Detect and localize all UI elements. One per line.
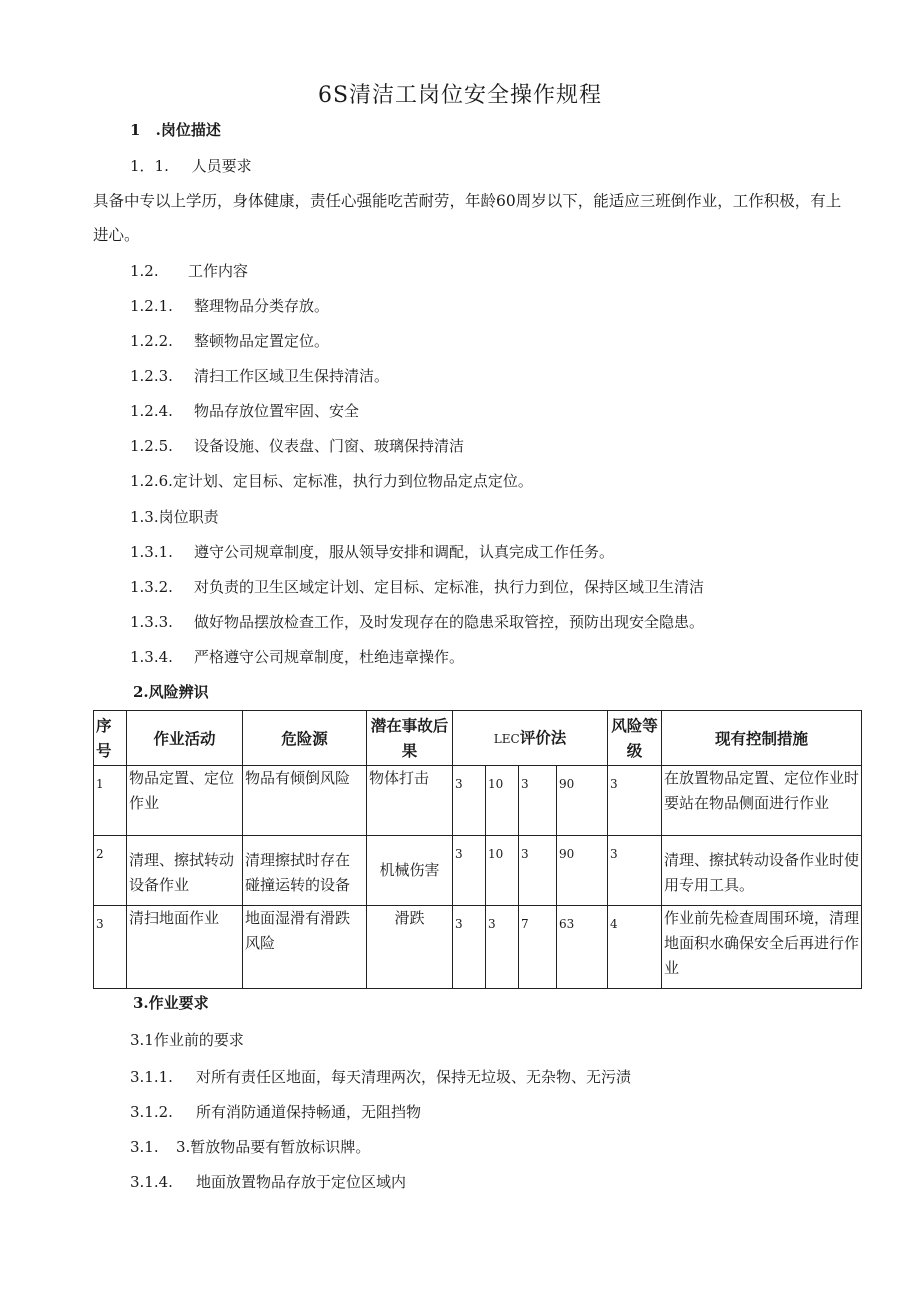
item-number: 1.2.4. — [130, 402, 173, 420]
header-lec — [453, 711, 608, 766]
cell-e: 10 — [486, 766, 519, 836]
cell-activity: 物品定置、定位作业 — [127, 766, 243, 836]
section-label: .岗位描述 — [155, 121, 221, 139]
section-label: 工作内容 — [188, 262, 249, 280]
section-3-1-heading: 3.1作业前的要求 — [130, 1031, 244, 1049]
item-text: 严格遵守公司规章制度，杜绝违章操作。 — [194, 648, 465, 666]
header-seq: 序号 — [94, 711, 127, 766]
cell-d: 90 — [557, 766, 608, 836]
section-number: 1 — [130, 121, 141, 139]
cell-consequence: 物体打击 — [367, 766, 453, 836]
personnel-requirements-text: 具备中专以上学历，身体健康，责任心强能吃苦耐劳，年龄60周岁以下，能适应三班倒作业，工作积极，有上进心。 — [93, 192, 842, 244]
item-text: 整顿物品定置定位。 — [194, 332, 330, 350]
duty-item — [130, 647, 464, 667]
cell-seq: 3 — [94, 906, 127, 989]
cell-c: 3 — [519, 766, 557, 836]
section-number: 1．1. — [130, 157, 169, 175]
duty-item — [130, 542, 614, 562]
section-label: 人员要求 — [191, 157, 252, 175]
cell-measures: 作业前先检查周围环境，清理地面积水确保安全后再进行作业 — [662, 906, 862, 989]
document-title: 6S清洁工岗位安全操作规程 — [317, 83, 603, 108]
item-text: 遵守公司规章制度，服从领导安排和调配，认真完成工作任务。 — [194, 543, 615, 561]
header-measures: 现有控制措施 — [662, 711, 862, 766]
section-1-1-heading — [130, 156, 252, 176]
item-text: 做好物品摆放检查工作，及时发现存在的隐患采取管控，预防出现安全隐患。 — [194, 613, 705, 631]
duty-item — [130, 612, 704, 632]
cell-l: 3 — [453, 836, 486, 906]
work-item — [130, 366, 389, 386]
cell-seq: 2 — [94, 836, 127, 906]
item-number: 1.2.2. — [130, 332, 173, 350]
cell-activity: 清扫地面作业 — [127, 906, 243, 989]
cell-level: 3 — [608, 836, 662, 906]
cell-level: 4 — [608, 906, 662, 989]
section-1-2-heading — [130, 261, 248, 281]
item-text: 整理物品分类存放。 — [194, 297, 330, 315]
cell-hazard: 地面湿滑有滑跌风险 — [243, 906, 367, 989]
lec-suffix: 评价法 — [519, 727, 567, 747]
requirement-item — [130, 1137, 370, 1157]
section-2-heading: 2.风险辨识 — [133, 683, 209, 701]
cell-consequence: 滑跌 — [367, 906, 453, 989]
cell-e: 3 — [486, 906, 519, 989]
work-item — [130, 296, 329, 316]
lec-prefix: LEC — [493, 731, 520, 746]
item-number: 1.2.3. — [130, 367, 173, 385]
item-text: 地面放置物品存放于定位区域内 — [196, 1173, 407, 1191]
section-1-heading — [130, 120, 221, 140]
table-header-row — [94, 711, 862, 766]
table-row — [94, 766, 862, 836]
header-hazard: 危险源 — [243, 711, 367, 766]
cell-c: 3 — [519, 836, 557, 906]
cell-l: 3 — [453, 906, 486, 989]
duty-item — [130, 577, 704, 597]
measures-text: 在放置物品定置、定位作业时要站在物品侧面进行作业 — [664, 769, 859, 812]
item-text: 对所有责任区地面，每天清理两次，保持无垃圾、无杂物、无污渍 — [196, 1068, 632, 1086]
item-number: 1.3.3. — [130, 613, 173, 631]
cell-d: 63 — [557, 906, 608, 989]
item-text: 设备设施、仪表盘、门窗、玻璃保持清洁 — [194, 437, 465, 455]
header-level: 风险等级 — [608, 711, 662, 766]
cell-hazard: 清理擦拭时存在碰撞运转的设备 — [243, 836, 367, 906]
item-number: 3.1. — [130, 1138, 159, 1156]
item-number: 1.3.4. — [130, 648, 173, 666]
cell-measures — [662, 766, 862, 836]
cell-d: 90 — [557, 836, 608, 906]
requirement-item — [130, 1102, 421, 1122]
item-number: 1.2.5. — [130, 437, 173, 455]
cell-consequence: 机械伤害 — [367, 836, 453, 906]
section-3-heading: 3.作业要求 — [133, 994, 209, 1012]
risk-identification-table — [93, 710, 862, 989]
cell-level: 3 — [608, 766, 662, 836]
cell-measures: 清理、擦拭转动设备作业时使用专用工具。 — [662, 836, 862, 906]
item-number: 1.3.1. — [130, 543, 173, 561]
requirement-item — [130, 1172, 406, 1192]
item-number: 3.1.4. — [130, 1173, 173, 1191]
item-number: 1.2.1. — [130, 297, 173, 315]
cell-activity: 清理、擦拭转动设备作业 — [127, 836, 243, 906]
item-number: 3.1.2. — [130, 1103, 173, 1121]
item-text: 物品存放位置牢固、安全 — [194, 402, 360, 420]
cell-e: 10 — [486, 836, 519, 906]
item-number: 3.1.1. — [130, 1068, 173, 1086]
cell-hazard: 物品有倾倒风险 — [243, 766, 367, 836]
table-row — [94, 906, 862, 989]
item-text: 对负责的卫生区域定计划、定目标、定标准，执行力到位，保持区域卫生清洁 — [194, 578, 705, 596]
header-consequence: 潜在事故后果 — [367, 711, 453, 766]
work-item — [130, 436, 464, 456]
item-text: 3.暂放物品要有暂放标识牌。 — [176, 1138, 371, 1156]
requirement-item — [130, 1067, 631, 1087]
table-row — [94, 836, 862, 906]
work-item — [130, 401, 359, 421]
work-item — [130, 331, 329, 351]
cell-seq: 1 — [94, 766, 127, 836]
section-1-3-heading: 1.3.岗位职责 — [130, 508, 219, 526]
work-item-1-2-6: 1.2.6.定计划、定目标、定标准，执行力到位物品定点定位。 — [130, 472, 533, 490]
section-number: 1.2. — [130, 262, 159, 280]
cell-c: 7 — [519, 906, 557, 989]
item-text: 清扫工作区域卫生保持清洁。 — [194, 367, 390, 385]
cell-l: 3 — [453, 766, 486, 836]
item-text: 所有消防通道保持畅通，无阻挡物 — [196, 1103, 422, 1121]
item-number: 1.3.2. — [130, 578, 173, 596]
header-activity: 作业活动 — [127, 711, 243, 766]
